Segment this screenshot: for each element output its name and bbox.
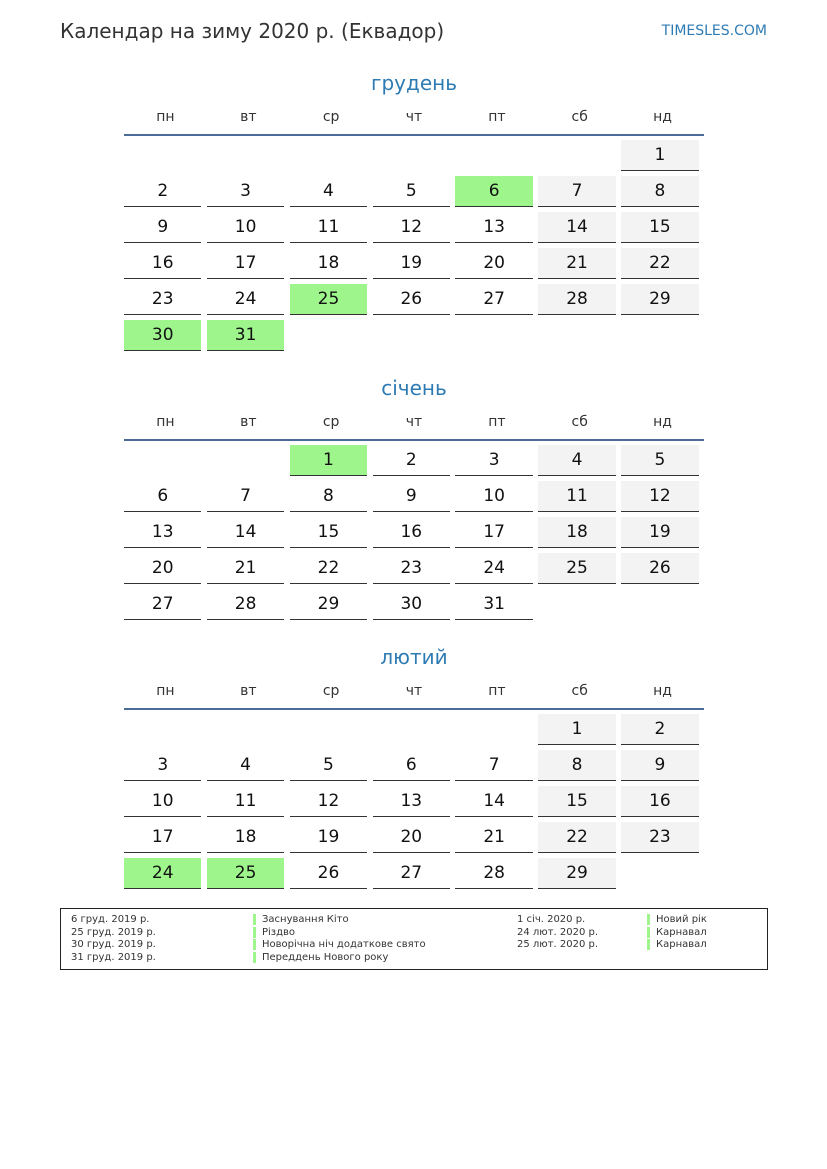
day-cell: 5: [373, 176, 450, 207]
empty-day-cell: [455, 714, 532, 745]
day-cell: 26: [621, 553, 698, 584]
day-cell: 27: [455, 284, 532, 315]
day-cell: 20: [124, 553, 201, 584]
day-cell: 2: [124, 176, 201, 207]
day-cell: 8: [538, 750, 615, 781]
legend-date: 31 груд. 2019 р.: [71, 952, 156, 964]
day-cell: 12: [373, 212, 450, 243]
day-cell: 9: [124, 212, 201, 243]
site-link[interactable]: TIMESLES.COM: [661, 23, 767, 39]
legend-holiday-name: Новорічна ніч додаткове свято: [253, 939, 426, 950]
weekday-label: сб: [571, 683, 588, 699]
day-cell: 19: [290, 822, 367, 853]
weekday-label: чт: [405, 109, 423, 125]
day-cell: 31: [455, 589, 532, 620]
day-cell: 17: [207, 248, 284, 279]
legend-holiday-name: Новий рік: [647, 914, 707, 925]
week-row: [124, 248, 704, 284]
week-row: [124, 822, 704, 858]
legend-date: 6 груд. 2019 р.: [71, 914, 150, 925]
day-cell: 18: [538, 517, 615, 548]
day-cell: 5: [290, 750, 367, 781]
day-cell: 22: [290, 553, 367, 584]
legend-holiday-name: Карнавал: [647, 939, 707, 950]
day-cell: 24: [124, 858, 201, 889]
day-grid: [124, 441, 704, 625]
day-cell: 14: [455, 786, 532, 817]
weekday-header: [124, 100, 704, 136]
day-cell: 15: [538, 786, 615, 817]
day-cell: 20: [455, 248, 532, 279]
day-cell: 25: [207, 858, 284, 889]
legend-date: 30 груд. 2019 р.: [71, 939, 156, 951]
empty-day-cell: [124, 445, 201, 476]
empty-day-cell: [538, 320, 615, 351]
day-cell: 23: [373, 553, 450, 584]
weekday-label: пт: [488, 683, 506, 699]
week-row: [124, 553, 704, 589]
legend-holiday-name: Заснування Кіто: [253, 914, 349, 925]
day-cell: 1: [290, 445, 367, 476]
day-cell: 23: [621, 822, 698, 853]
empty-day-cell: [538, 140, 615, 171]
day-cell: 13: [124, 517, 201, 548]
day-cell: 15: [290, 517, 367, 548]
empty-day-cell: [373, 320, 450, 351]
day-cell: 13: [373, 786, 450, 817]
day-cell: 10: [124, 786, 201, 817]
day-cell: 21: [207, 553, 284, 584]
weekday-label: сб: [571, 414, 588, 430]
weekday-label: вт: [240, 109, 257, 125]
week-row: [124, 714, 704, 750]
day-cell: 16: [124, 248, 201, 279]
day-cell: 24: [207, 284, 284, 315]
month-title: лютий: [380, 645, 448, 669]
day-cell: 31: [207, 320, 284, 351]
day-cell: 26: [290, 858, 367, 889]
day-cell: 21: [455, 822, 532, 853]
legend-holiday-name: Переддень Нового року: [253, 952, 388, 963]
day-cell: 9: [373, 481, 450, 512]
week-row: [124, 140, 704, 176]
weekday-label: пн: [156, 109, 175, 125]
day-cell: 7: [455, 750, 532, 781]
week-row: [124, 517, 704, 553]
week-row: [124, 589, 704, 625]
day-cell: 25: [538, 553, 615, 584]
empty-day-cell: [455, 140, 532, 171]
day-cell: 2: [373, 445, 450, 476]
empty-day-cell: [207, 714, 284, 745]
day-cell: 2: [621, 714, 698, 745]
week-row: [124, 284, 704, 320]
day-cell: 29: [621, 284, 698, 315]
legend-date: 1 січ. 2020 р.: [517, 914, 586, 925]
empty-day-cell: [373, 714, 450, 745]
empty-day-cell: [290, 140, 367, 171]
day-cell: 26: [373, 284, 450, 315]
legend-holiday-name: Карнавал: [647, 927, 707, 938]
day-cell: 29: [290, 589, 367, 620]
empty-day-cell: [290, 714, 367, 745]
day-cell: 14: [538, 212, 615, 243]
day-cell: 28: [538, 284, 615, 315]
day-cell: 17: [124, 822, 201, 853]
weekday-label: вт: [240, 683, 257, 699]
day-cell: 24: [455, 553, 532, 584]
day-cell: 7: [538, 176, 615, 207]
week-row: [124, 858, 704, 894]
legend-date: 24 лют. 2020 р.: [517, 926, 599, 938]
month-title: грудень: [370, 71, 458, 95]
week-row: [124, 445, 704, 481]
month-december: [124, 66, 704, 356]
day-cell: 6: [124, 481, 201, 512]
weekday-label: пт: [488, 109, 506, 125]
weekday-label: ср: [322, 683, 340, 699]
day-cell: 12: [290, 786, 367, 817]
day-cell: 28: [455, 858, 532, 889]
day-cell: 5: [621, 445, 698, 476]
weekday-label: пт: [488, 414, 506, 430]
week-row: [124, 320, 704, 356]
day-cell: 8: [290, 481, 367, 512]
day-cell: 8: [621, 176, 698, 207]
day-cell: 1: [538, 714, 615, 745]
day-cell: 13: [455, 212, 532, 243]
weekday-label: чт: [405, 414, 423, 430]
legend-date: 25 груд. 2019 р.: [71, 926, 156, 938]
weekday-label: чт: [405, 683, 423, 699]
day-cell: 6: [373, 750, 450, 781]
week-row: [124, 481, 704, 517]
empty-day-cell: [124, 714, 201, 745]
page-title: Календар на зиму 2020 р. (Еквадор): [60, 19, 445, 43]
day-cell: 15: [621, 212, 698, 243]
day-cell: 3: [207, 176, 284, 207]
weekday-header: [124, 674, 704, 710]
day-cell: 23: [124, 284, 201, 315]
day-cell: 3: [124, 750, 201, 781]
day-cell: 27: [124, 589, 201, 620]
day-cell: 11: [538, 481, 615, 512]
weekday-label: ср: [322, 109, 340, 125]
legend-holiday-name: Різдво: [253, 927, 295, 938]
holiday-legend: [60, 908, 768, 970]
empty-day-cell: [373, 140, 450, 171]
day-cell: 30: [124, 320, 201, 351]
day-cell: 19: [621, 517, 698, 548]
day-cell: 18: [290, 248, 367, 279]
day-cell: 4: [290, 176, 367, 207]
weekday-label: пн: [156, 414, 175, 430]
day-cell: 10: [455, 481, 532, 512]
day-cell: 7: [207, 481, 284, 512]
day-cell: 16: [373, 517, 450, 548]
weekday-label: пн: [156, 683, 175, 699]
empty-day-cell: [455, 320, 532, 351]
day-cell: 17: [455, 517, 532, 548]
day-cell: 10: [207, 212, 284, 243]
weekday-label: вт: [240, 414, 257, 430]
weekday-label: ср: [322, 414, 340, 430]
day-cell: 25: [290, 284, 367, 315]
day-cell: 4: [538, 445, 615, 476]
day-cell: 22: [538, 822, 615, 853]
empty-day-cell: [207, 445, 284, 476]
day-cell: 19: [373, 248, 450, 279]
empty-day-cell: [290, 320, 367, 351]
empty-day-cell: [538, 589, 615, 620]
day-cell: 22: [621, 248, 698, 279]
week-row: [124, 212, 704, 248]
day-cell: 11: [290, 212, 367, 243]
empty-day-cell: [621, 589, 698, 620]
week-row: [124, 176, 704, 212]
day-cell: 11: [207, 786, 284, 817]
week-row: [124, 750, 704, 786]
weekday-header: [124, 405, 704, 441]
day-cell: 18: [207, 822, 284, 853]
empty-day-cell: [124, 140, 201, 171]
day-cell: 12: [621, 481, 698, 512]
day-grid: [124, 710, 704, 894]
day-cell: 30: [373, 589, 450, 620]
legend-date: 25 лют. 2020 р.: [517, 939, 599, 951]
day-cell: 29: [538, 858, 615, 889]
day-cell: 28: [207, 589, 284, 620]
day-cell: 4: [207, 750, 284, 781]
day-cell: 1: [621, 140, 698, 171]
weekday-label: нд: [653, 683, 672, 699]
day-cell: 9: [621, 750, 698, 781]
weekday-label: нд: [653, 414, 672, 430]
day-cell: 27: [373, 858, 450, 889]
weekday-label: нд: [653, 109, 672, 125]
day-cell: 6: [455, 176, 532, 207]
empty-day-cell: [621, 858, 698, 889]
day-grid: [124, 136, 704, 356]
day-cell: 20: [373, 822, 450, 853]
month-january: [124, 371, 704, 625]
week-row: [124, 786, 704, 822]
empty-day-cell: [207, 140, 284, 171]
weekday-label: сб: [571, 109, 588, 125]
month-title: січень: [381, 376, 447, 400]
day-cell: 21: [538, 248, 615, 279]
day-cell: 3: [455, 445, 532, 476]
empty-day-cell: [621, 320, 698, 351]
day-cell: 16: [621, 786, 698, 817]
day-cell: 14: [207, 517, 284, 548]
month-february: [124, 640, 704, 894]
